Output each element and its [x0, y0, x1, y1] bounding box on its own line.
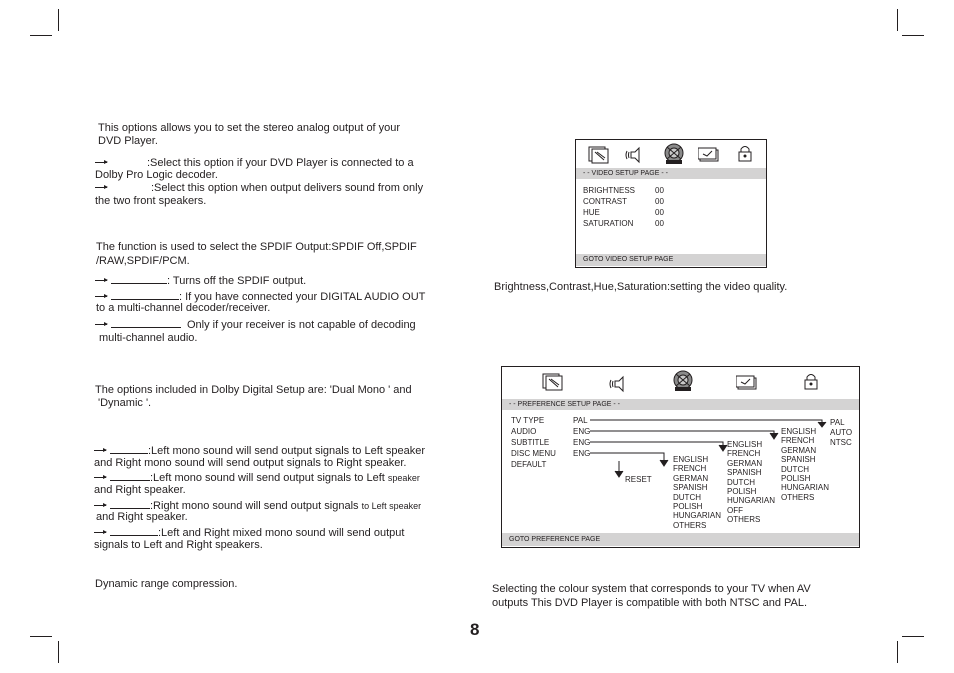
- arrow-icon: [95, 187, 107, 188]
- page-number: 8: [470, 620, 480, 639]
- dolby-setup-icon: [662, 143, 686, 165]
- spdif-option-pcm: Only if your receiver is not capable of decoding: [95, 317, 416, 332]
- arrow-icon: [95, 324, 107, 325]
- crop-mark: [902, 636, 924, 637]
- video-row-hue[interactable]: HUE 00: [583, 208, 664, 217]
- audio-option[interactable]: GERMAN: [781, 445, 817, 455]
- subtitle-option[interactable]: HUNGARIAN: [727, 496, 776, 506]
- arrow-icon: [95, 280, 107, 281]
- mono-option-4: :Left and Right mixed mono sound will send output: [94, 525, 404, 540]
- video-row-saturation[interactable]: SATURATION 00: [583, 219, 664, 228]
- stereo-option-1: :Select this option if your DVD Player is connected to a: [95, 157, 414, 170]
- blank-line: [110, 470, 150, 481]
- audio-option[interactable]: OTHERS: [781, 492, 815, 502]
- disc-menu-option[interactable]: SPANISH: [673, 483, 708, 493]
- pref-reset[interactable]: RESET: [625, 475, 652, 484]
- stereo-intro-line2: DVD Player.: [98, 135, 158, 147]
- spdif-intro-line2: /RAW,SPDIF/PCM.: [96, 255, 190, 267]
- crop-mark: [58, 9, 59, 31]
- subtitle-option[interactable]: OTHERS: [727, 515, 761, 525]
- blank-line: [111, 317, 181, 328]
- audio-setup-icon: [624, 146, 646, 164]
- dynamic-text: Dynamic range compression.: [95, 578, 238, 590]
- arrow-icon: [95, 296, 107, 297]
- dolby-intro-line2: 'Dynamic '.: [98, 397, 152, 409]
- disc-menu-option[interactable]: POLISH: [673, 502, 703, 512]
- crop-mark: [58, 641, 59, 663]
- blank-line: [110, 525, 158, 536]
- arrow-icon: [94, 532, 106, 533]
- mono-option-4-line2: signals to Left and Right speakers.: [94, 539, 263, 551]
- video-setup-footer: GOTO VIDEO SETUP PAGE: [576, 254, 766, 266]
- stereo-option-2: :Select this option when output delivers sound from only: [95, 182, 423, 195]
- video-caption: Brightness,Contrast,Hue,Saturation:setting the video quality.: [494, 281, 788, 293]
- preference-caption-line1: Selecting the colour system that corresponds to your TV when AV: [492, 583, 811, 595]
- disc-menu-option[interactable]: HUNGARIAN: [673, 511, 722, 521]
- tv-type-option[interactable]: NTSC: [830, 438, 852, 447]
- disc-menu-option[interactable]: ENGLISH: [673, 455, 709, 464]
- video-row-brightness[interactable]: BRIGHTNESS 00: [583, 186, 664, 195]
- audio-option[interactable]: POLISH: [781, 474, 811, 484]
- crop-mark: [897, 9, 898, 31]
- spdif-option-pcm-line2: multi-channel audio.: [99, 332, 198, 344]
- pref-label-subtitle[interactable]: SUBTITLE: [511, 438, 550, 447]
- disc-menu-language-list: [673, 455, 721, 530]
- arrow-icon: [95, 162, 107, 163]
- blank-line: [111, 289, 179, 300]
- audio-option[interactable]: ENGLISH: [781, 427, 817, 436]
- system-setup-icon: [588, 146, 610, 164]
- preference-caption-line2: outputs This DVD Player is compatible with both NTSC and PAL.: [492, 597, 808, 609]
- disc-menu-option[interactable]: DUTCH: [673, 492, 701, 502]
- mono-option-3-line2: and Right speaker.: [96, 511, 188, 523]
- subtitle-language-list: [727, 440, 775, 525]
- disc-menu-option[interactable]: GERMAN: [673, 473, 709, 483]
- spdif-option-raw: : If you have connected your DIGITAL AUDIO OUT: [95, 289, 425, 304]
- spdif-option-off: : Turns off the SPDIF output.: [95, 273, 306, 288]
- blank-line: [110, 443, 148, 454]
- subtitle-option[interactable]: POLISH: [727, 487, 757, 497]
- preference-setup-screen: [501, 366, 860, 548]
- pref-label-disc-menu[interactable]: DISC MENU: [511, 449, 556, 458]
- spdif-option-raw-line2: to a multi-channel decoder/receiver.: [96, 302, 271, 314]
- subtitle-option[interactable]: ENGLISH: [727, 440, 763, 449]
- dolby-intro-line1: The options included in Dolby Digital Setup are: 'Dual Mono ' and: [95, 384, 412, 396]
- stereo-option-2-line2: the two front speakers.: [95, 195, 207, 207]
- spdif-intro-line1: The function is used to select the SPDIF Output:SPDIF Off,SPDIF: [96, 241, 417, 253]
- video-setup-header: - - VIDEO SETUP PAGE - -: [576, 168, 766, 179]
- tv-type-option[interactable]: AUTO: [830, 428, 853, 437]
- arrow-icon: [94, 450, 106, 451]
- crop-mark: [897, 641, 898, 663]
- subtitle-option[interactable]: OFF: [727, 505, 743, 515]
- pref-label-default[interactable]: DEFAULT: [511, 460, 547, 469]
- blank-line: [110, 498, 150, 509]
- mono-option-2: :Left mono sound will send output signals to Left speaker: [94, 470, 420, 485]
- subtitle-option[interactable]: SPANISH: [727, 468, 762, 478]
- pref-value-subtitle: ENG: [573, 438, 591, 447]
- audio-option[interactable]: SPANISH: [781, 455, 816, 465]
- tv-type-option[interactable]: PAL: [830, 418, 845, 427]
- tv-type-list: [830, 418, 852, 448]
- crop-mark: [30, 35, 52, 36]
- audio-language-list: [781, 427, 829, 502]
- pref-value-tv-type: PAL: [573, 416, 588, 425]
- preference-setup-header: - - PREFERENCE SETUP PAGE - -: [502, 399, 859, 410]
- mono-option-1-line2: and Right mono sound will send output signals to Right speaker.: [94, 457, 407, 469]
- subtitle-option[interactable]: FRENCH: [727, 449, 761, 459]
- video-setup-screen: [575, 139, 767, 268]
- subtitle-option[interactable]: DUTCH: [727, 477, 755, 487]
- pref-label-tv-type[interactable]: TV TYPE: [511, 416, 545, 425]
- audio-option[interactable]: HUNGARIAN: [781, 483, 830, 493]
- arrow-icon: [94, 505, 106, 506]
- audio-option[interactable]: DUTCH: [781, 464, 809, 474]
- mono-option-2-line2: and Right speaker.: [94, 484, 186, 496]
- disc-menu-option[interactable]: OTHERS: [673, 520, 707, 530]
- stereo-option-1-line2: Dolby Pro Logic decoder.: [95, 169, 218, 181]
- disc-menu-option[interactable]: FRENCH: [673, 464, 707, 474]
- mono-option-1: :Left mono sound will send output signals to Left speaker: [94, 443, 425, 458]
- pref-label-audio[interactable]: AUDIO: [511, 427, 537, 436]
- audio-option[interactable]: FRENCH: [781, 436, 815, 446]
- subtitle-option[interactable]: GERMAN: [727, 458, 763, 468]
- pref-value-disc-menu: ENG: [573, 449, 591, 458]
- video-row-contrast[interactable]: CONTRAST 00: [583, 197, 664, 206]
- mono-option-3: :Right mono sound will send output signals to Left speaker: [94, 498, 421, 513]
- arrow-icon: [94, 477, 106, 478]
- video-setup-icon: [698, 146, 720, 164]
- stereo-intro-line1: This options allows you to set the stereo analog output of your: [98, 122, 401, 134]
- blank-line: [111, 273, 167, 284]
- preference-setup-footer: GOTO PREFERENCE PAGE: [502, 533, 859, 546]
- crop-mark: [30, 636, 52, 637]
- crop-mark: [902, 35, 924, 36]
- preference-lock-icon: [734, 144, 756, 162]
- pref-value-audio: ENG: [573, 427, 591, 436]
